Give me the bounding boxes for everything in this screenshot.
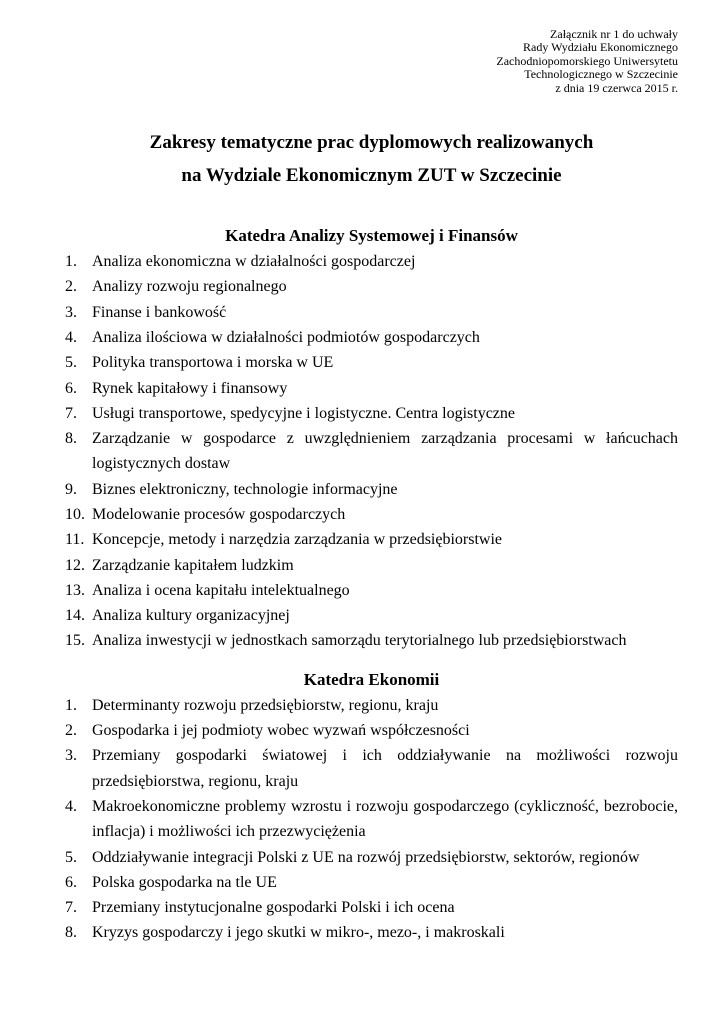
- list-item: [65, 527, 678, 552]
- list-item: [65, 426, 678, 477]
- topic-list: [65, 693, 678, 946]
- item-number: 2.: [65, 722, 77, 740]
- item-number: 3.: [65, 747, 77, 765]
- section-heading: Katedra Analizy Systemowej i Finansów: [225, 226, 518, 246]
- list-item: [65, 249, 678, 274]
- item-number: 4.: [65, 797, 77, 815]
- item-number: 6.: [65, 379, 77, 397]
- attachment-note-line: Zachodniopomorskiego Uniwersytetu: [496, 53, 678, 68]
- item-text: Polska gospodarka na tle UE: [92, 873, 277, 891]
- attachment-note-line: z dnia 19 czerwca 2015 r.: [555, 80, 678, 95]
- item-text: Analiza i ocena kapitału intelektualnego: [92, 581, 350, 599]
- list-item: [65, 477, 678, 502]
- item-text: Finanse i bankowość: [92, 303, 227, 321]
- item-text: Rynek kapitałowy i finansowy: [92, 379, 288, 397]
- item-text: Zarządzanie w gospodarce z uwzględnieniem zarządzania procesami w łańcuchach logistycznych dostaw: [92, 430, 678, 473]
- section-katedra-analizy-systemowej-i-finansow: [65, 223, 678, 654]
- list-item: [65, 300, 678, 325]
- attachment-note-line: Technologicznego w Szczecinie: [524, 67, 678, 82]
- item-number: 7.: [65, 899, 77, 917]
- document-title-line: na Wydziale Ekonomicznym ZUT w Szczecinie: [181, 165, 562, 187]
- item-number: 15.: [65, 632, 85, 650]
- item-number: 12.: [65, 556, 85, 574]
- item-number: 10.: [65, 506, 85, 523]
- item-text: Analiza ekonomiczna w działalności gospodarczej: [92, 253, 416, 271]
- item-number: 13.: [65, 581, 85, 599]
- item-number: 5.: [65, 848, 77, 866]
- item-text: Gospodarka i jej podmioty wobec wyzwań współczesności: [92, 722, 470, 740]
- item-number: 1.: [65, 253, 77, 271]
- list-item: [65, 350, 678, 375]
- item-number: 1.: [65, 696, 77, 714]
- item-text: Polityka transportowa i morska w UE: [92, 354, 334, 372]
- document-title: [65, 126, 678, 192]
- item-text: Zarządzanie kapitałem ludzkim: [92, 556, 294, 574]
- list-item: [65, 603, 678, 628]
- document-title-line: Zakresy tematyczne prac dyplomowych realizowanych: [149, 132, 594, 154]
- item-text: Kryzys gospodarczy i jego skutki w mikro-, mezo-, i makroskali: [92, 924, 505, 942]
- item-number: 4.: [65, 328, 77, 346]
- list-item: [65, 870, 678, 895]
- list-item: [65, 718, 678, 743]
- item-text: Koncepcje, metody i narzędzia zarządzania w przedsiębiorstwie: [92, 531, 503, 549]
- list-item: [65, 553, 678, 578]
- item-number: 7.: [65, 404, 77, 422]
- list-item: [65, 920, 678, 945]
- item-text: Usługi transportowe, spedycyjne i logistyczne. Centra logistyczne: [92, 404, 516, 422]
- item-text: Makroekonomiczne problemy wzrostu i rozwoju gospodarczego (cykliczność, bezrobocie, inflacja) i możliwości ich przezwyciężenia: [92, 797, 678, 841]
- item-text: Modelowanie procesów gospodarczych: [92, 506, 346, 523]
- attachment-note: [65, 28, 678, 95]
- item-text: Przemiany instytucjonalne gospodarki Polski i ich ocena: [92, 899, 455, 917]
- item-text: Analiza kultury organizacyjnej: [92, 607, 290, 625]
- list-item: [65, 794, 678, 845]
- item-text: Analiza ilościowa w działalności podmiotów gospodarczych: [92, 328, 480, 346]
- item-text: Analiza inwestycji w jednostkach samorządu terytorialnego lub przedsiębiorstwach: [92, 632, 627, 650]
- topic-list: [65, 249, 678, 654]
- item-text: Analizy rozwoju regionalnego: [92, 278, 287, 296]
- list-item: [65, 376, 678, 401]
- list-item: [65, 628, 678, 653]
- list-item: [65, 401, 678, 426]
- item-number: 9.: [65, 480, 77, 498]
- list-item: [65, 325, 678, 350]
- list-item: [65, 895, 678, 920]
- list-item: [65, 743, 678, 794]
- item-number: 5.: [65, 354, 77, 372]
- list-item: [65, 274, 678, 299]
- item-number: 2.: [65, 278, 77, 296]
- attachment-note-line: Rady Wydziału Ekonomicznego: [522, 40, 678, 55]
- list-item: [65, 693, 678, 718]
- item-text: Biznes elektroniczny, technologie informacyjne: [92, 480, 398, 498]
- item-text: Przemiany gospodarki światowej i ich oddziaływanie na możliwości rozwoju przedsiębiorstwa, regionu, kraju: [92, 747, 678, 790]
- item-number: 11.: [65, 531, 85, 549]
- attachment-note-line: Załącznik nr 1 do uchwały: [550, 27, 678, 41]
- item-number: 6.: [65, 873, 77, 891]
- item-number: 14.: [65, 607, 85, 625]
- list-item: [65, 502, 678, 527]
- section-heading: Katedra Ekonomii: [303, 669, 440, 689]
- list-item: [65, 845, 678, 870]
- item-number: 8.: [65, 430, 77, 448]
- item-text: Determinanty rozwoju przedsiębiorstw, regionu, kraju: [92, 696, 439, 714]
- item-number: 8.: [65, 924, 77, 942]
- item-text: Oddziaływanie integracji Polski z UE na rozwój przedsiębiorstw, sektorów, regionów: [92, 848, 640, 866]
- list-item: [65, 578, 678, 603]
- section-katedra-ekonomii: [65, 667, 678, 946]
- item-number: 3.: [65, 303, 77, 321]
